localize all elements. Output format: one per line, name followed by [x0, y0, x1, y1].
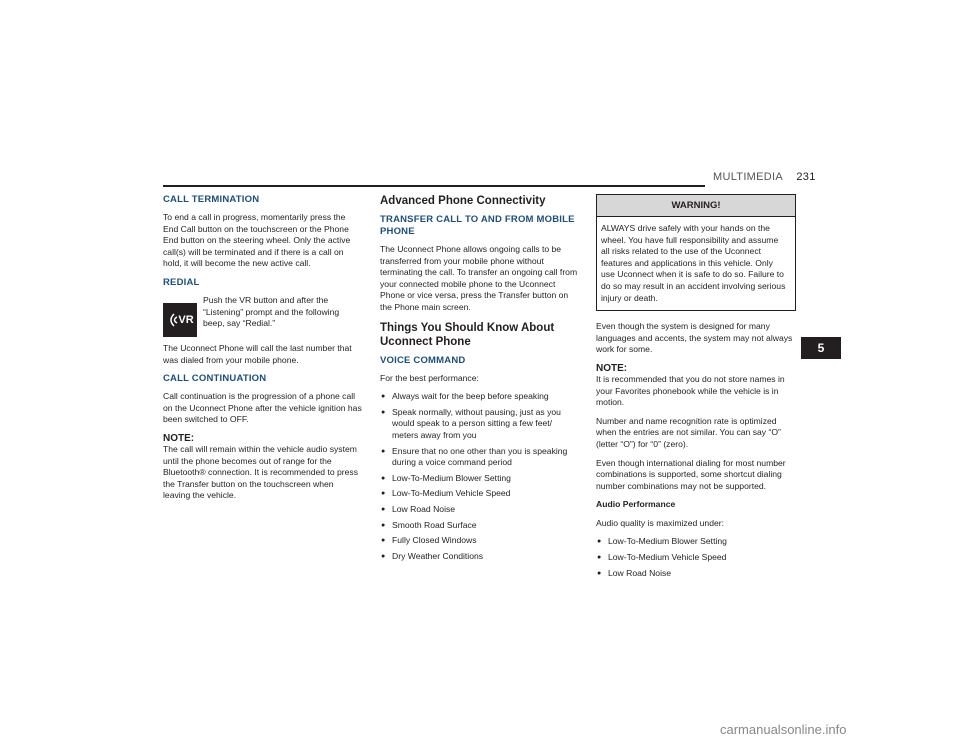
call-termination-text: To end a call in progress, momentarily press the End Call button on the touchscreen or the Phone End button on the steering wheel. Only the active call(s) will be terminated and if there is a call on hold, it will become the new active call. — [163, 212, 351, 269]
watermark: carmanualsonline.info — [720, 722, 847, 737]
page-number: 231 — [796, 171, 816, 183]
call-continuation-text: Call continuation is the progression of a phone call on the Uconnect Phone after the vehicle ignition has been switched to OFF. — [163, 391, 362, 425]
redial-heading: REDIAL — [163, 276, 200, 288]
column-middle — [380, 194, 580, 569]
warning-box — [596, 194, 796, 311]
sound-wave-icon — [166, 312, 178, 328]
vr-instruction — [163, 295, 363, 337]
column-left — [163, 194, 363, 509]
things-to-know-heading: Things You Should Know About Uconnect Phone — [380, 321, 555, 348]
voice-command-heading: VOICE COMMAND — [380, 354, 466, 366]
audio-performance-intro: Audio quality is maximized under: — [596, 517, 725, 528]
note-label: NOTE: — [163, 432, 195, 444]
note-label: NOTE: — [596, 362, 628, 374]
note-text: It is recommended that you do not store names in your Favorites phonebook while the vehicle is in motion. — [596, 373, 785, 408]
transfer-call-heading: TRANSFER CALL TO AND FROM MOBILE PHONE — [380, 214, 575, 237]
voice-command-intro: For the best performance: — [380, 372, 479, 383]
warning-title: WARNING! — [597, 195, 795, 217]
chapter-tab: 5 — [801, 337, 841, 359]
list-item: ● Low-To-Medium Blower Setting — [596, 536, 796, 548]
page-header — [713, 171, 816, 183]
note-text: The call will remain within the vehicle audio system until the phone becomes out of range for the Bluetooth® connection. It is recommended to press the Transfer button on the touchscreen when leaving the vehicle. — [163, 443, 359, 501]
list-item: ● Low Road Noise — [596, 568, 796, 580]
list-item: ● Low-To-Medium Vehicle Speed — [380, 488, 580, 500]
international-dialing-text: Even though international dialing for most number combinations is supported, some shortcut dialing number combinations may not be supported. — [596, 457, 786, 491]
list-item: ● Dry Weather Conditions — [380, 551, 580, 563]
list-item: ● Always wait for the beep before speaking — [380, 391, 580, 403]
vr-icon-label: VR — [178, 313, 194, 326]
call-continuation-heading: CALL CONTINUATION — [163, 373, 267, 385]
call-termination-heading: CALL TERMINATION — [163, 194, 260, 205]
list-item: ● Low-To-Medium Vehicle Speed — [596, 552, 796, 564]
transfer-call-text: The Uconnect Phone allows ongoing calls to be transferred from your mobile phone without terminating the call. To transfer an ongoing call from your connected mobile phone to the Uconnect Phone or vice versa, press the Transfer button on the Phone main screen. — [380, 244, 578, 312]
recognition-text: Number and name recognition rate is optimized when the entries are not similar. You can say “O” (letter “O”) for “0” (zero). — [596, 415, 781, 449]
audio-performance-list — [596, 536, 796, 579]
languages-text: Even though the system is designed for many languages and accents, the system may not always work for some. — [596, 321, 793, 355]
list-item: ● Smooth Road Surface — [380, 520, 580, 532]
vr-instruction-text: Push the VR button and after the “Listening” prompt and the following beep, say “Redial.” — [203, 294, 340, 329]
voice-recognition-icon — [163, 303, 197, 337]
audio-performance-heading: Audio Performance — [596, 499, 676, 510]
voice-command-list — [380, 391, 580, 562]
column-right — [596, 194, 796, 586]
list-item: ● Fully Closed Windows — [380, 535, 580, 547]
header-rule — [163, 185, 705, 187]
redial-text: The Uconnect Phone will call the last number that was dialed from your mobile phone. — [163, 342, 352, 365]
list-item: ● Low Road Noise — [380, 504, 580, 516]
advanced-phone-heading: Advanced Phone Connectivity — [380, 195, 546, 207]
list-item: ● Low-To-Medium Blower Setting — [380, 473, 580, 485]
section-title: MULTIMEDIA — [713, 171, 784, 183]
list-item: ● Speak normally, without pausing, just as you would speak to a person sitting a few feet/ meters away from you — [380, 407, 580, 442]
warning-text: ALWAYS drive safely with your hands on the wheel. You have full responsibility and assume all risks related to the use of the Uconnect features and applications in this vehicle. Only use Uconnect when it is safe to do so. Failure to do so may result in an accident involving serious injury or death. — [601, 223, 786, 303]
list-item: ● Ensure that no one other than you is speaking during a voice command period — [380, 446, 580, 469]
